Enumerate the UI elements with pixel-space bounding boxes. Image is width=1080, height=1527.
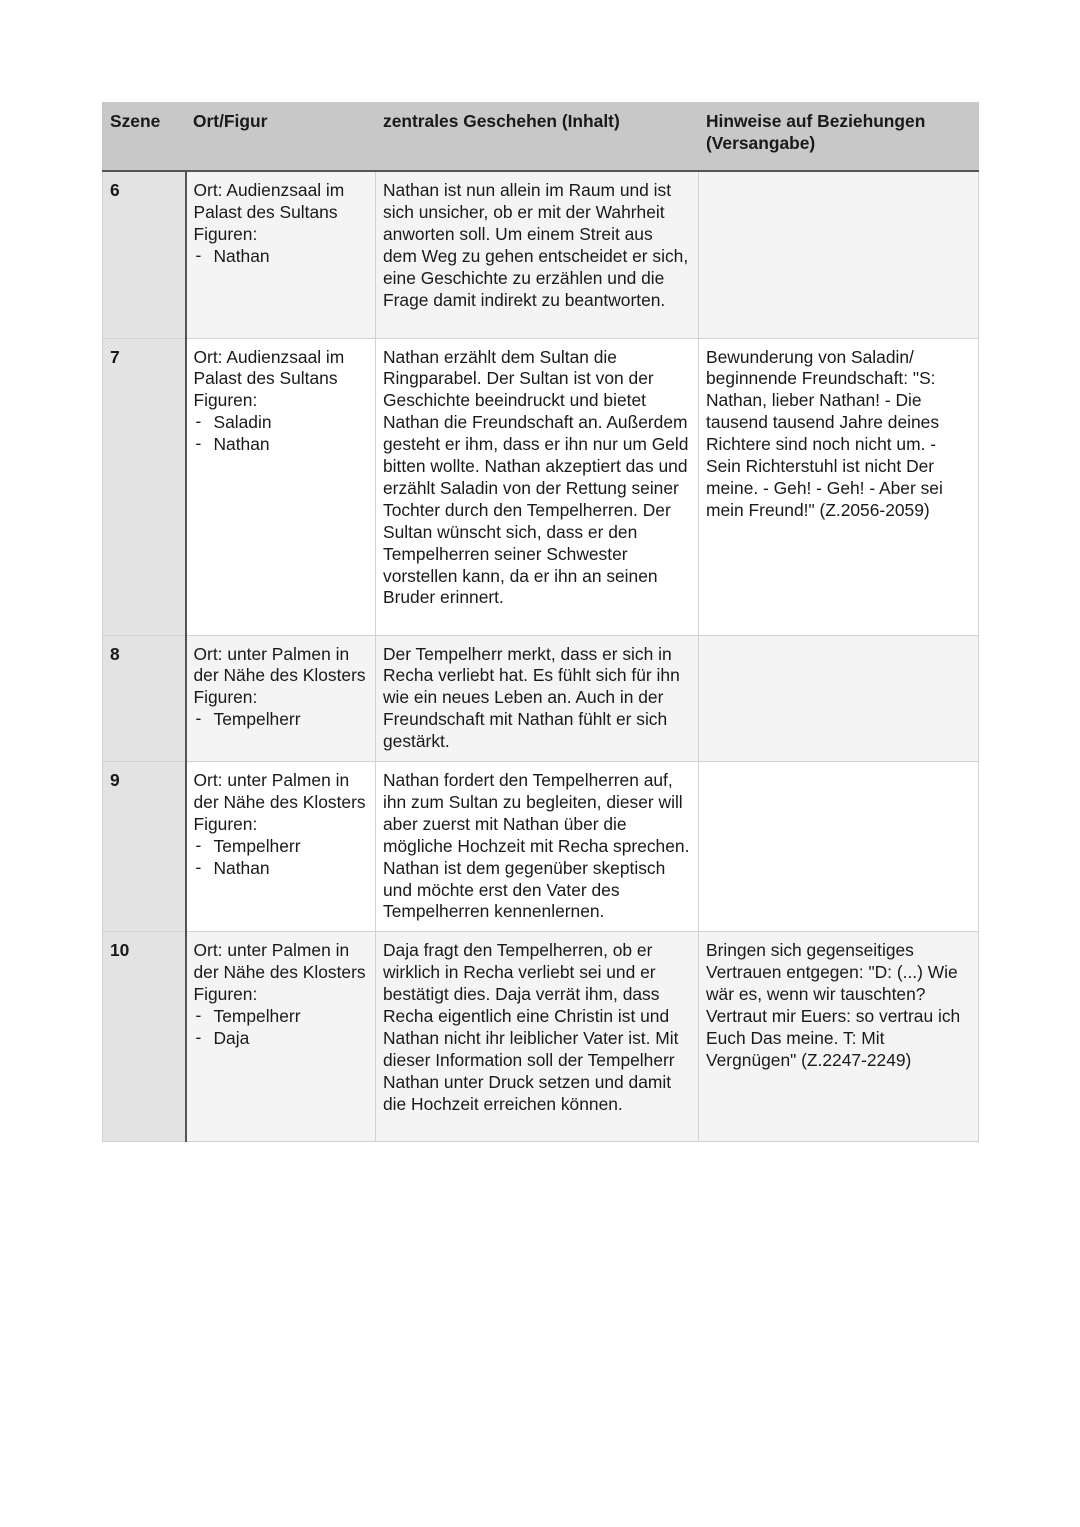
figuren-list (194, 836, 369, 880)
figuren-label: Figuren: (193, 984, 258, 1005)
scene-number: 8 (103, 635, 186, 762)
figur-item: - Tempelherr (194, 836, 369, 858)
ort-text: Ort: Audienzsaal im Palast des Sultans (193, 180, 345, 222)
figuren-label: Figuren: (193, 223, 258, 244)
scene-number: 7 (103, 338, 186, 635)
table-row (103, 635, 979, 762)
figuren-label: Figuren: (193, 687, 258, 708)
figuren-list (194, 709, 369, 731)
ort-figur-cell (186, 932, 376, 1142)
table-row (103, 171, 979, 338)
header-hinweise: Hinweise auf Beziehungen (Versangabe) (699, 103, 979, 172)
table-row (103, 932, 979, 1142)
scene-number: 10 (103, 932, 186, 1142)
table-row (103, 762, 979, 932)
scene-table (102, 102, 979, 1142)
inhalt-cell: Daja fragt den Tempelherren, ob er wirklich in Recha verliebt sei und er bestätigt dies. Daja verrät ihm, dass Recha eigentlich eine Christin ist und Nathan nicht ihr leiblicher Vater ist. Mit dieser Information soll der Tempelherr Nathan unter Druck setzen und damit die Hochzeit erreichen können. (376, 932, 699, 1142)
header-inhalt: zentrales Geschehen (Inhalt) (376, 103, 699, 172)
inhalt-cell: Nathan erzählt dem Sultan die Ringparabel. Der Sultan ist von der Geschichte beeindruckt und bietet Nathan die Freundschaft an. Außerdem gesteht er ihm, dass er ihn nur um Geld bitten wollte. Nathan akzeptiert das und erzählt Saladin von der Rettung seiner Tochter durch den Tempelherren. Der Sultan wünscht sich, dass er den Tempelherren seiner Schwester vorstellen kann, da er ihn an seinen Bruder erinnert. (376, 338, 699, 635)
ort-text: Ort: unter Palmen in der Nähe des Klosters (193, 770, 366, 812)
header-szene: Szene (103, 103, 186, 172)
figuren-label: Figuren: (193, 813, 258, 834)
ort-figur-cell (186, 171, 376, 338)
figur-item: - Nathan (194, 434, 369, 456)
ort-figur-cell (186, 338, 376, 635)
hinweise-cell: Bewunderung von Saladin/ beginnende Freundschaft: "S: Nathan, lieber Nathan! - Die tausend tausend Jahre deines Richtere sind noch nicht um. - Sein Richterstuhl ist nicht Der meine. - Geh! - Geh! - Aber sei mein Freund!" (Z.2056-2059) (699, 338, 979, 635)
inhalt-cell: Nathan fordert den Tempelherren auf, ihn zum Sultan zu begleiten, dieser will aber zuerst mit Nathan über die mögliche Hochzeit mit Recha sprechen. Nathan ist dem gegenüber skeptisch und möchte erst den Vater des Tempelherren kennenlernen. (376, 762, 699, 932)
ort-figur-cell (186, 635, 376, 762)
figuren-list (194, 1006, 369, 1050)
header-ort-figur: Ort/Figur (186, 103, 376, 172)
ort-text: Ort: unter Palmen in der Nähe des Klosters (193, 643, 366, 686)
figur-item: - Saladin (194, 412, 369, 434)
ort-text: Ort: Audienzsaal im Palast des Sultans (193, 346, 345, 389)
scene-number: 6 (103, 171, 186, 338)
figuren-list (194, 246, 369, 268)
figur-item: - Nathan (194, 246, 369, 268)
table-header-row (103, 103, 979, 172)
figur-item: - Tempelherr (194, 1006, 369, 1028)
document-page (102, 102, 978, 1142)
figuren-list (194, 412, 369, 456)
hinweise-cell (699, 171, 979, 338)
figur-item: - Tempelherr (194, 709, 369, 731)
hinweise-cell: Bringen sich gegenseitiges Vertrauen entgegen: "D: (...) Wie wär es, wenn wir tauschten? Vertraut mir Euers: so vertrau ich Euch Das meine. T: Mit Vergnügen" (Z.2247-2249) (699, 932, 979, 1142)
figuren-label: Figuren: (193, 390, 258, 411)
scene-number: 9 (103, 762, 186, 932)
inhalt-cell: Der Tempelherr merkt, dass er sich in Recha verliebt hat. Es fühlt sich für ihn wie ein neues Leben an. Auch in der Freundschaft mit Nathan fühlt er sich gestärkt. (376, 635, 699, 762)
ort-text: Ort: unter Palmen in der Nähe des Klosters (193, 940, 366, 983)
table-row (103, 338, 979, 635)
figur-item: - Nathan (194, 858, 369, 880)
figur-item: - Daja (194, 1028, 369, 1050)
hinweise-cell (699, 635, 979, 762)
hinweise-cell (699, 762, 979, 932)
ort-figur-cell (186, 762, 376, 932)
inhalt-cell: Nathan ist nun allein im Raum und ist sich unsicher, ob er mit der Wahrheit anworten soll. Um einem Streit aus dem Weg zu gehen entscheidet er sich, eine Geschichte zu erzählen und die Frage damit indirekt zu beantworten. (376, 171, 699, 338)
